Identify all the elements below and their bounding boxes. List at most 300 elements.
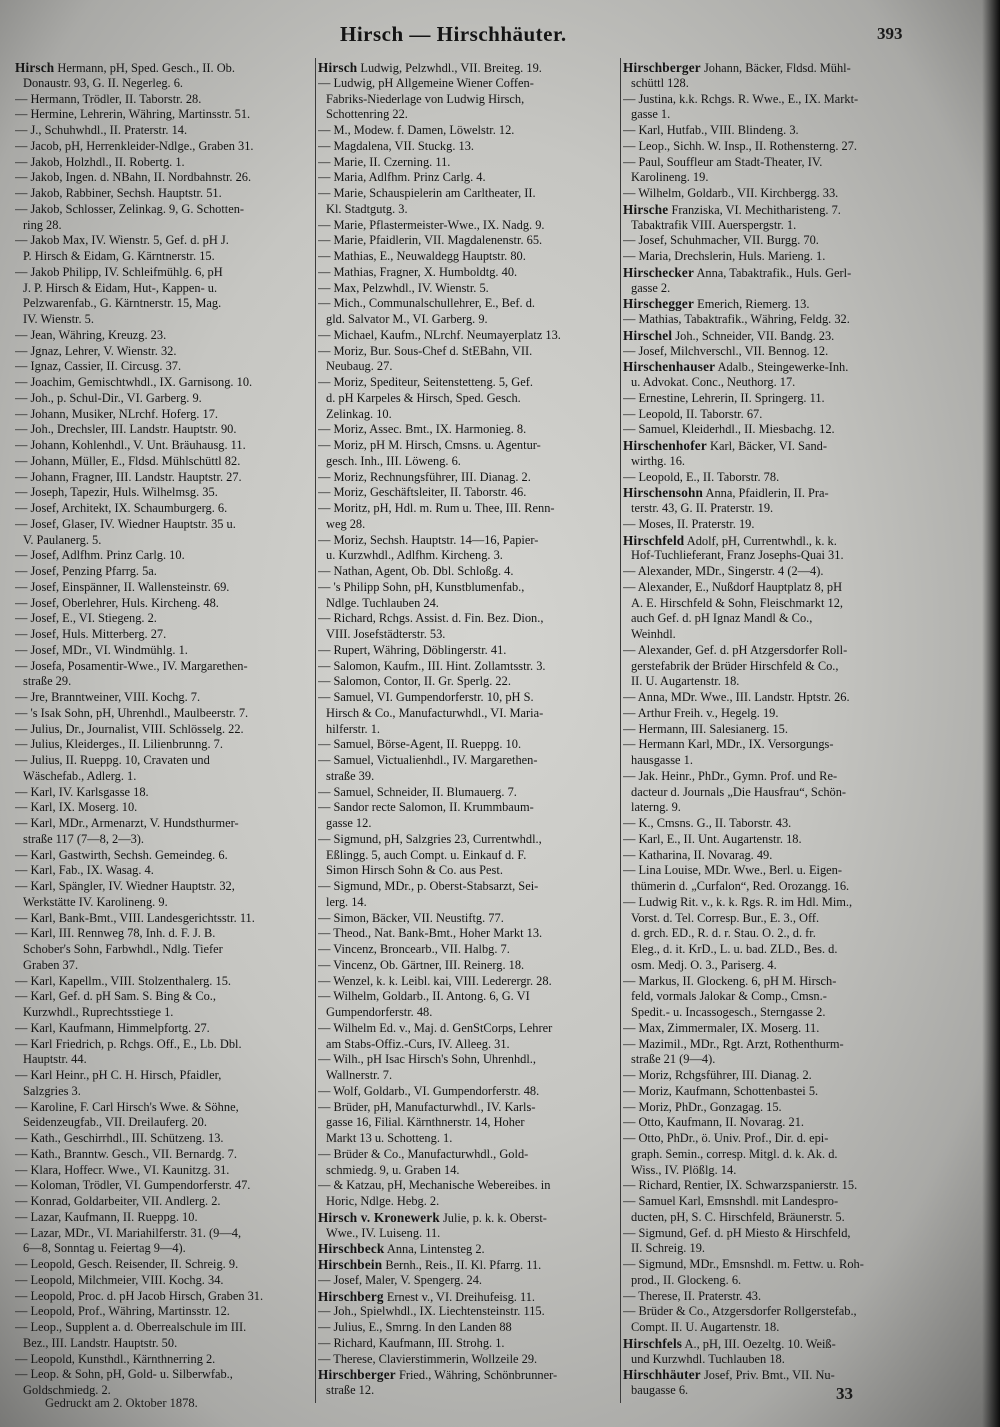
directory-line xyxy=(318,1037,618,1053)
directory-line xyxy=(15,407,313,423)
surname-heading: Hirsch v. Kronewerk xyxy=(318,1209,440,1225)
directory-line xyxy=(318,170,618,186)
entry-text: — Richard, Rchgs. Assist. d. Fin. Bez. Dion., xyxy=(318,611,544,626)
entry-text: und Kurzwhdl. Tuchlauben 18. xyxy=(631,1351,785,1366)
directory-column-1 xyxy=(15,60,313,1399)
entry-text: — Jacob, pH, Herrenkleider-Ndlge., Graben 31. xyxy=(15,138,254,153)
directory-line xyxy=(623,926,991,942)
directory-line xyxy=(15,800,313,816)
directory-line xyxy=(623,659,991,675)
entry-text: — Theod., Nat. Bank-Bmt., Hoher Markt 13. xyxy=(318,926,543,941)
directory-line xyxy=(623,438,991,454)
entry-text: Zelinkag. 10. xyxy=(326,406,392,421)
directory-line xyxy=(15,155,313,171)
directory-line xyxy=(15,1163,313,1179)
directory-line xyxy=(15,375,313,391)
entry-text: Josef, Priv. Bmt., VII. Nu- xyxy=(700,1368,835,1383)
entry-text: Eleg., d. it. KrD., L. u. bad. ZLD., Bes. d. xyxy=(631,942,838,956)
directory-line xyxy=(318,438,618,454)
entry-text: — Therese, Clavierstimmerin, Wollzeile 29. xyxy=(318,1351,538,1366)
entry-text: thümerin d. „Curfalon“, Red. Orozangg. 16. xyxy=(631,879,850,893)
entry-text: J. P. Hirsch & Eidam, Hut-, Kappen- u. xyxy=(23,280,218,295)
directory-line xyxy=(623,596,991,612)
directory-line xyxy=(318,249,618,265)
directory-line xyxy=(318,1194,618,1210)
entry-text: Anna, Lintensteg 2. xyxy=(384,1242,485,1257)
directory-line xyxy=(318,1367,618,1383)
entry-text: — Josef, MDr., VI. Windmühlg. 1. xyxy=(15,642,188,657)
surname-heading: Hirschbeck xyxy=(318,1241,385,1257)
directory-line xyxy=(623,580,991,596)
entry-text: d. pH Karpeles & Hirsch, Sped. Gesch. xyxy=(326,390,521,405)
directory-line xyxy=(623,517,991,533)
directory-line xyxy=(623,974,991,990)
entry-text: — Jean, Währing, Kreuzg. 23. xyxy=(15,327,167,342)
directory-line xyxy=(15,1178,313,1194)
directory-line xyxy=(623,344,991,360)
directory-line xyxy=(623,501,991,517)
directory-line xyxy=(15,816,313,832)
directory-line xyxy=(15,643,313,659)
entry-text: — Hermann, III. Salesianerg. 15. xyxy=(623,721,788,736)
entry-text: — Karl, III. Rennweg 78, Inh. d. F. J. B. xyxy=(15,926,216,941)
directory-line xyxy=(15,942,313,958)
entry-text: — Salomon, Kaufm., III. Hint. Zollamtsstr. 3. xyxy=(318,658,546,673)
directory-line xyxy=(318,1115,618,1131)
directory-line xyxy=(318,958,618,974)
entry-text: — Salomon, Contor, II. Gr. Sperlg. 22. xyxy=(318,674,511,689)
entry-text: — Jre, Branntweiner, VIII. Kochg. 7. xyxy=(15,690,201,704)
entry-text: — Moriz, Spediteur, Seitenstetteng. 5, Gef. xyxy=(318,375,533,389)
directory-column-2 xyxy=(318,60,618,1399)
column-divider xyxy=(620,58,621,1403)
directory-line xyxy=(15,1115,313,1131)
directory-line xyxy=(15,139,313,155)
directory-line xyxy=(15,1367,313,1383)
directory-line xyxy=(15,359,313,375)
directory-line xyxy=(318,1257,618,1273)
entry-text: — Johann, Musiker, NLrchf. Hoferg. 17. xyxy=(15,406,218,421)
surname-heading: Hirsch xyxy=(15,60,55,75)
surname-heading: Hirschberg xyxy=(318,1288,384,1304)
directory-line xyxy=(623,485,991,501)
directory-line xyxy=(15,659,313,675)
directory-line xyxy=(318,1226,618,1242)
directory-line xyxy=(15,1084,313,1100)
entry-text: II. Schreig. 19. xyxy=(631,1241,705,1256)
directory-line xyxy=(318,800,618,816)
entry-text: Neubaug. 27. xyxy=(326,359,393,374)
entry-text: Anna, Tabaktrafik., Huls. Gerl- xyxy=(694,265,852,280)
entry-text: — Leopold, E., II. Taborstr. 78. xyxy=(623,469,780,484)
entry-text: u. Advokat. Conc., Neuthorg. 17. xyxy=(631,375,796,389)
directory-line xyxy=(15,202,313,218)
entry-text: — Max, Pelzwhdl., IV. Wienstr. 5. xyxy=(318,280,489,295)
entry-text: baugasse 6. xyxy=(631,1383,689,1397)
directory-line xyxy=(318,391,618,407)
entry-text: — Brüder & Co., Atzgersdorfer Rollgerstefab., xyxy=(623,1304,857,1319)
entry-text: osm. Medj. O. 3., Pariserg. 4. xyxy=(631,957,777,972)
directory-line xyxy=(15,911,313,927)
entry-text: gesch. Inh., III. Löweng. 6. xyxy=(326,453,461,468)
directory-line xyxy=(623,1021,991,1037)
directory-line xyxy=(623,1352,991,1368)
entry-text: Weinhdl. xyxy=(631,627,676,641)
directory-line xyxy=(318,895,618,911)
directory-line xyxy=(15,1131,313,1147)
directory-line xyxy=(623,863,991,879)
directory-line xyxy=(318,1068,618,1084)
print-date-note: Gedruckt am 2. Oktober 1878. xyxy=(45,1396,198,1410)
entry-text: — Josef, Huls. Mitterberg. 27. xyxy=(15,627,167,641)
entry-text: — Karl, MDr., Armenarzt, V. Hundsthurmer- xyxy=(15,816,239,830)
entry-text: Simon Hirsch Sohn & Co. aus Pest. xyxy=(326,863,503,878)
directory-line xyxy=(15,265,313,281)
directory-line xyxy=(623,170,991,186)
entry-text: straße 39. xyxy=(326,768,375,783)
directory-line xyxy=(623,942,991,958)
entry-text: — Wilh., pH Isac Hirsch's Sohn, Uhrenhdl., xyxy=(318,1052,536,1067)
entry-text: — Karl, Spängler, IV. Wiedner Hauptstr. 32, xyxy=(15,879,235,893)
entry-text: — Lina Louise, MDr. Wwe., Berl. u. Eigen- xyxy=(623,863,842,878)
entry-text: lerg. 14. xyxy=(326,894,367,909)
directory-line xyxy=(623,785,991,801)
directory-line xyxy=(15,722,313,738)
entry-text: — Michael, Kaufm., NLrchf. Neumayerplatz 13. xyxy=(318,327,561,342)
entry-text: — Simon, Bäcker, VII. Neustiftg. 77. xyxy=(318,910,504,925)
entry-text: Seidenzeugfab., VII. Dreilauferg. 20. xyxy=(23,1115,207,1130)
directory-line xyxy=(623,139,991,155)
entry-text: gld. Salvator M., VI. Garberg. 9. xyxy=(326,312,488,326)
entry-text: — Jakob Philipp, IV. Schleifmühlg. 6, pH xyxy=(15,264,223,279)
entry-text: feld, vormals Jalokar & Comp., Cmsn.- xyxy=(631,989,827,1004)
surname-heading: Hirschberger xyxy=(318,1367,396,1383)
directory-line xyxy=(15,596,313,612)
surname-heading: Hirschfels xyxy=(623,1335,683,1351)
entry-text: — Marie, Schauspielerin am Carltheater, II. xyxy=(318,186,536,200)
directory-line xyxy=(318,1210,618,1226)
directory-line xyxy=(623,123,991,139)
entry-text: Ndlge. Tuchlauben 24. xyxy=(326,595,439,610)
directory-line xyxy=(318,344,618,360)
entry-text: — Johann, Kohlenhdl., V. Unt. Bräuhausg. 11. xyxy=(15,438,246,452)
entry-text: — Sigmund, pH, Salzgries 23, Currentwhdl., xyxy=(318,831,542,846)
entry-text: Adolf, pH, Currentwhdl., k. k. xyxy=(684,533,837,548)
directory-line xyxy=(318,1178,618,1194)
entry-text: Hirsch & Co., Manufacturwhdl., VI. Maria- xyxy=(326,705,544,720)
entry-text: Compt. II. U. Augartenstr. 18. xyxy=(631,1320,780,1334)
directory-line xyxy=(318,60,618,76)
entry-text: — Wolf, Goldarb., VI. Gumpendorferstr. 48. xyxy=(318,1083,540,1098)
directory-line xyxy=(623,1084,991,1100)
entry-text: — Joh., p. Schul-Dir., VI. Garberg. 9. xyxy=(15,390,202,405)
entry-text: — Jakob, Schlosser, Zelinkag. 9, G. Schotten- xyxy=(15,201,245,216)
directory-line xyxy=(15,501,313,517)
directory-line xyxy=(15,989,313,1005)
entry-text: — Lazar, MDr., VI. Mariahilferstr. 31. (9—4, xyxy=(15,1225,242,1240)
entry-text: — J., Schuhwhdl., II. Praterstr. 14. xyxy=(15,123,188,137)
directory-line xyxy=(15,92,313,108)
directory-line xyxy=(318,753,618,769)
entry-text: Anna, Pfaidlerin, II. Pra- xyxy=(703,486,829,501)
directory-line xyxy=(15,958,313,974)
surname-heading: Hirschel xyxy=(623,327,673,343)
directory-line xyxy=(15,895,313,911)
directory-line xyxy=(318,643,618,659)
entry-text: — Karl, E., II. Unt. Augartenstr. 18. xyxy=(623,831,802,846)
entry-text: — Sigmund, MDr., Emsnshdl. m. Fettw. u. Roh- xyxy=(623,1257,864,1271)
entry-text: — Joseph, Tapezir, Huls. Wilhelmsg. 35. xyxy=(15,485,218,500)
directory-line xyxy=(15,391,313,407)
directory-line xyxy=(623,1289,991,1305)
entry-text: schmiedg. 9, u. Graben 14. xyxy=(326,1162,460,1177)
directory-line xyxy=(15,737,313,753)
entry-text: gasse 2. xyxy=(631,280,671,295)
directory-line xyxy=(15,1289,313,1305)
entry-text: — Max, Zimmermaler, IX. Moserg. 11. xyxy=(623,1020,820,1035)
directory-line xyxy=(318,485,618,501)
entry-text: — Samuel, Börse-Agent, II. Rueppg. 10. xyxy=(318,737,522,752)
directory-line xyxy=(623,627,991,643)
entry-text: — Karl, Kaufmann, Himmelpfortg. 27. xyxy=(15,1020,210,1035)
directory-line xyxy=(623,879,991,895)
entry-text: — K., Cmsns. G., II. Taborstr. 43. xyxy=(623,816,792,830)
directory-line xyxy=(15,769,313,785)
entry-text: Salzgries 3. xyxy=(23,1083,81,1098)
entry-text: — Julius, Dr., Journalist, VIII. Schlösselg. 22. xyxy=(15,721,244,736)
directory-line xyxy=(15,107,313,123)
directory-line xyxy=(623,611,991,627)
entry-text: — Samuel, Victualienhdl., IV. Margarethen- xyxy=(318,753,538,767)
entry-text: Markt 13 u. Schotteng. 1. xyxy=(326,1131,453,1145)
entry-text: graph. Semin., corresp. Mitgl. d. k. Ak. d. xyxy=(631,1146,838,1161)
entry-text: — Josef, Glaser, IV. Wiedner Hauptstr. 35 u. xyxy=(15,516,236,531)
directory-line xyxy=(318,911,618,927)
directory-line xyxy=(318,596,618,612)
surname-heading: Hirschhäuter xyxy=(623,1367,701,1383)
directory-line xyxy=(623,1367,991,1383)
entry-text: — Jak. Heinr., PhDr., Gymn. Prof. und Re- xyxy=(623,768,838,783)
directory-line xyxy=(318,1273,618,1289)
entry-text: — Karl Friedrich, p. Rchgs. Off., E., Lb. Dbl. xyxy=(15,1036,242,1051)
directory-line xyxy=(623,265,991,281)
entry-text: weg 28. xyxy=(326,516,366,531)
directory-line xyxy=(623,1194,991,1210)
entry-text: — Marie, II. Czerning. 11. xyxy=(318,154,451,169)
directory-line xyxy=(15,218,313,234)
entry-text: — Maria, Adlfhm. Prinz Carlg. 4. xyxy=(318,170,486,185)
entry-text: Wiss., IV. Plößlg. 14. xyxy=(631,1162,737,1177)
directory-line xyxy=(15,533,313,549)
directory-line xyxy=(318,328,618,344)
directory-line xyxy=(15,60,313,76)
entry-text: — Mich., Communalschullehrer, E., Bef. d. xyxy=(318,296,535,311)
entry-text: — Otto, Kaufmann, II. Novarag. 21. xyxy=(623,1115,804,1130)
entry-text: IV. Wienstr. 5. xyxy=(23,312,94,326)
directory-line xyxy=(318,974,618,990)
entry-text: — Samuel, Schneider, II. Blumauerg. 7. xyxy=(318,784,517,799)
directory-line xyxy=(623,1257,991,1273)
directory-line xyxy=(15,1320,313,1336)
entry-text: — Wenzel, k. k. Leibl. kai, VIII. Lederergr. 28. xyxy=(318,973,552,988)
entry-text: Fabriks-Niederlage von Ludwig Hirsch, xyxy=(326,91,525,106)
directory-line xyxy=(318,218,618,234)
directory-line xyxy=(15,281,313,297)
directory-line xyxy=(15,1336,313,1352)
directory-line xyxy=(623,249,991,265)
entry-text: Karolineng. 19. xyxy=(631,170,709,185)
entry-text: Ernest v., VI. Dreihufeisg. 11. xyxy=(383,1289,536,1304)
entry-text: straße 12. xyxy=(326,1383,375,1397)
directory-line xyxy=(15,170,313,186)
entry-text: — Moriz, Rechnungsführer, III. Dianag. 2. xyxy=(318,469,531,484)
entry-text: gasse 1. xyxy=(631,107,671,122)
directory-line xyxy=(318,737,618,753)
surname-heading: Hirschbein xyxy=(318,1257,383,1272)
entry-text: — Vincenz, Broncearb., VII. Halbg. 7. xyxy=(318,942,510,956)
entry-text: — M., Modew. f. Damen, Löwelstr. 12. xyxy=(318,123,515,137)
entry-text: — Josef, Einspänner, II. Wallensteinstr. 69. xyxy=(15,579,230,594)
directory-line xyxy=(15,1304,313,1320)
directory-line xyxy=(623,1241,991,1257)
entry-text: — Josef, Oberlehrer, Huls. Kircheng. 48. xyxy=(15,595,219,610)
directory-line xyxy=(623,218,991,234)
directory-line xyxy=(318,926,618,942)
directory-line xyxy=(318,659,618,675)
entry-text: — Leopold, Kunsthdl., Kärnthnerring 2. xyxy=(15,1351,216,1366)
entry-text: — Karl, Kapellm., VIII. Stolzenthalerg. 15. xyxy=(15,973,231,988)
entry-text: — Karl, IX. Moserg. 10. xyxy=(15,800,138,815)
entry-text: wirthg. 16. xyxy=(631,453,686,468)
directory-line xyxy=(15,785,313,801)
entry-text: VIII. Josefstädterstr. 53. xyxy=(326,627,446,641)
entry-text: — & Katzau, pH, Mechanische Webereibes. in xyxy=(318,1178,551,1193)
entry-text: — Joh., Drechsler, III. Landstr. Hauptstr. 90. xyxy=(15,422,237,437)
entry-text: — Justina, k.k. Rchgs. R. Wwe., E., IX. Markt- xyxy=(623,91,859,106)
entry-text: — Josef, Schuhmacher, VII. Burgg. 70. xyxy=(623,233,819,248)
entry-text: — Leopold, Gesch. Reisender, II. Schreig. 9. xyxy=(15,1257,239,1271)
directory-line xyxy=(623,769,991,785)
entry-text: — Richard, Rentier, IX. Schwarzspanierstr. 15. xyxy=(623,1178,858,1193)
directory-line xyxy=(623,233,991,249)
entry-text: — Leopold, II. Taborstr. 67. xyxy=(623,406,763,421)
entry-text: Schottenring 22. xyxy=(326,107,408,122)
directory-line xyxy=(623,359,991,375)
directory-line xyxy=(318,501,618,517)
directory-line xyxy=(15,123,313,139)
scan-edge-shadow xyxy=(982,0,1000,1427)
entry-text: straße 29. xyxy=(23,674,72,689)
directory-line xyxy=(318,769,618,785)
directory-line xyxy=(623,737,991,753)
directory-line xyxy=(15,753,313,769)
entry-text: — Leopold, Prof., Währing, Martinsstr. 12. xyxy=(15,1304,230,1319)
entry-text: — Julius, E., Smrng. In den Landen 88 xyxy=(318,1320,512,1334)
entry-text: Tabaktrafik VIII. Auerspergstr. 1. xyxy=(631,217,797,232)
entry-text: Johann, Bäcker, Fldsd. Mühl- xyxy=(700,61,851,75)
directory-line xyxy=(623,202,991,218)
entry-text: — Moriz, PhDr., Gonzagag. 15. xyxy=(623,1099,782,1114)
directory-line xyxy=(15,1210,313,1226)
entry-text: — Sigmund, MDr., p. Oberst-Stabsarzt, Sei- xyxy=(318,879,539,893)
directory-line xyxy=(623,533,991,549)
directory-line xyxy=(15,454,313,470)
directory-line xyxy=(623,1210,991,1226)
entry-text: ring 28. xyxy=(23,217,62,232)
directory-line xyxy=(623,1336,991,1352)
entry-text: P. Hirsch & Eidam, G. Kärntnerstr. 15. xyxy=(23,249,215,263)
entry-text: Gumpendorferstr. 48. xyxy=(326,1005,433,1019)
directory-line xyxy=(318,1320,618,1336)
entry-text: — Brüder, pH, Manufacturwhdl., IV. Karls- xyxy=(318,1099,536,1114)
directory-line xyxy=(623,470,991,486)
directory-column-3 xyxy=(623,60,991,1399)
directory-line xyxy=(15,548,313,564)
directory-line xyxy=(318,375,618,391)
directory-line xyxy=(623,1147,991,1163)
directory-line xyxy=(623,832,991,848)
entry-text: — Josef, Milchverschl., VII. Bennog. 12. xyxy=(623,343,829,358)
directory-line xyxy=(623,722,991,738)
directory-line xyxy=(623,1320,991,1336)
directory-line xyxy=(623,1115,991,1131)
entry-text: — Kath., Branntw. Gesch., VII. Bernardg. 7. xyxy=(15,1146,237,1161)
directory-line xyxy=(318,265,618,281)
directory-line xyxy=(318,674,618,690)
entry-text: — Moriz, Bur. Sous-Chef d. StEBahn, VII. xyxy=(318,343,533,358)
directory-line xyxy=(623,1131,991,1147)
entry-text: Hermann, pH, Sped. Gesch., II. Ob. xyxy=(54,61,235,75)
directory-line xyxy=(15,312,313,328)
directory-line xyxy=(15,1226,313,1242)
entry-text: — Koloman, Trödler, VI. Gumpendorferstr. 47. xyxy=(15,1178,251,1193)
directory-line xyxy=(623,1383,991,1399)
entry-text: — Mathias, Fragner, X. Humboldtg. 40. xyxy=(318,264,518,279)
entry-text: — Ludwig Rit. v., k. k. Rgs. R. im Hdl. Mim., xyxy=(623,894,853,909)
entry-text: Werkstätte IV. Karolineng. 9. xyxy=(23,894,168,909)
directory-line xyxy=(15,1021,313,1037)
entry-text: laterng. 9. xyxy=(631,800,681,815)
entry-text: Emerich, Riemerg. 13. xyxy=(694,297,810,312)
directory-line xyxy=(623,312,991,328)
entry-text: straße 117 (7—8, 2—3). xyxy=(23,831,145,846)
entry-text: gerstefabrik der Brüder Hirschfeld & Co., xyxy=(631,658,839,673)
entry-text: — Josefa, Posamentir-Wwe., IV. Margarethen- xyxy=(15,658,248,673)
directory-line xyxy=(318,1289,618,1305)
entry-text: — Ernestine, Lehrerin, II. Springerg. 11. xyxy=(623,390,825,405)
directory-line xyxy=(15,76,313,92)
entry-text: — Hermann Karl, MDr., IX. Versorgungs- xyxy=(623,737,834,752)
entry-text: — Maria, Drechslerin, Huls. Marieng. 1. xyxy=(623,249,826,263)
directory-line xyxy=(15,674,313,690)
directory-line xyxy=(318,1131,618,1147)
directory-line xyxy=(623,407,991,423)
entry-text: — Karl, Hutfab., VIII. Blindeng. 3. xyxy=(623,123,799,137)
entry-text: — Rupert, Währing, Döblingerstr. 41. xyxy=(318,642,507,657)
entry-text: — Moriz, Geschäftsleiter, II. Taborstr. 46. xyxy=(318,485,527,500)
entry-text: dacteur d. Journals „Die Hausfrau“, Schön- xyxy=(631,784,847,799)
entry-text: — Brüder & Co., Manufacturwhdl., Gold- xyxy=(318,1146,529,1161)
entry-text: — Jakob, Holzhdl., II. Robertg. 1. xyxy=(15,154,185,169)
entry-text: Adalb., Steingewerke-Inh. xyxy=(715,360,849,375)
directory-line xyxy=(318,832,618,848)
directory-line xyxy=(318,76,618,92)
entry-text: Franziska, VI. Mechitharisteng. 7. xyxy=(668,202,841,217)
directory-line xyxy=(318,1084,618,1100)
entry-text: — Mathias, Tabaktrafik., Währing, Feldg. 32. xyxy=(623,312,850,326)
directory-line xyxy=(318,1336,618,1352)
directory-line xyxy=(623,816,991,832)
